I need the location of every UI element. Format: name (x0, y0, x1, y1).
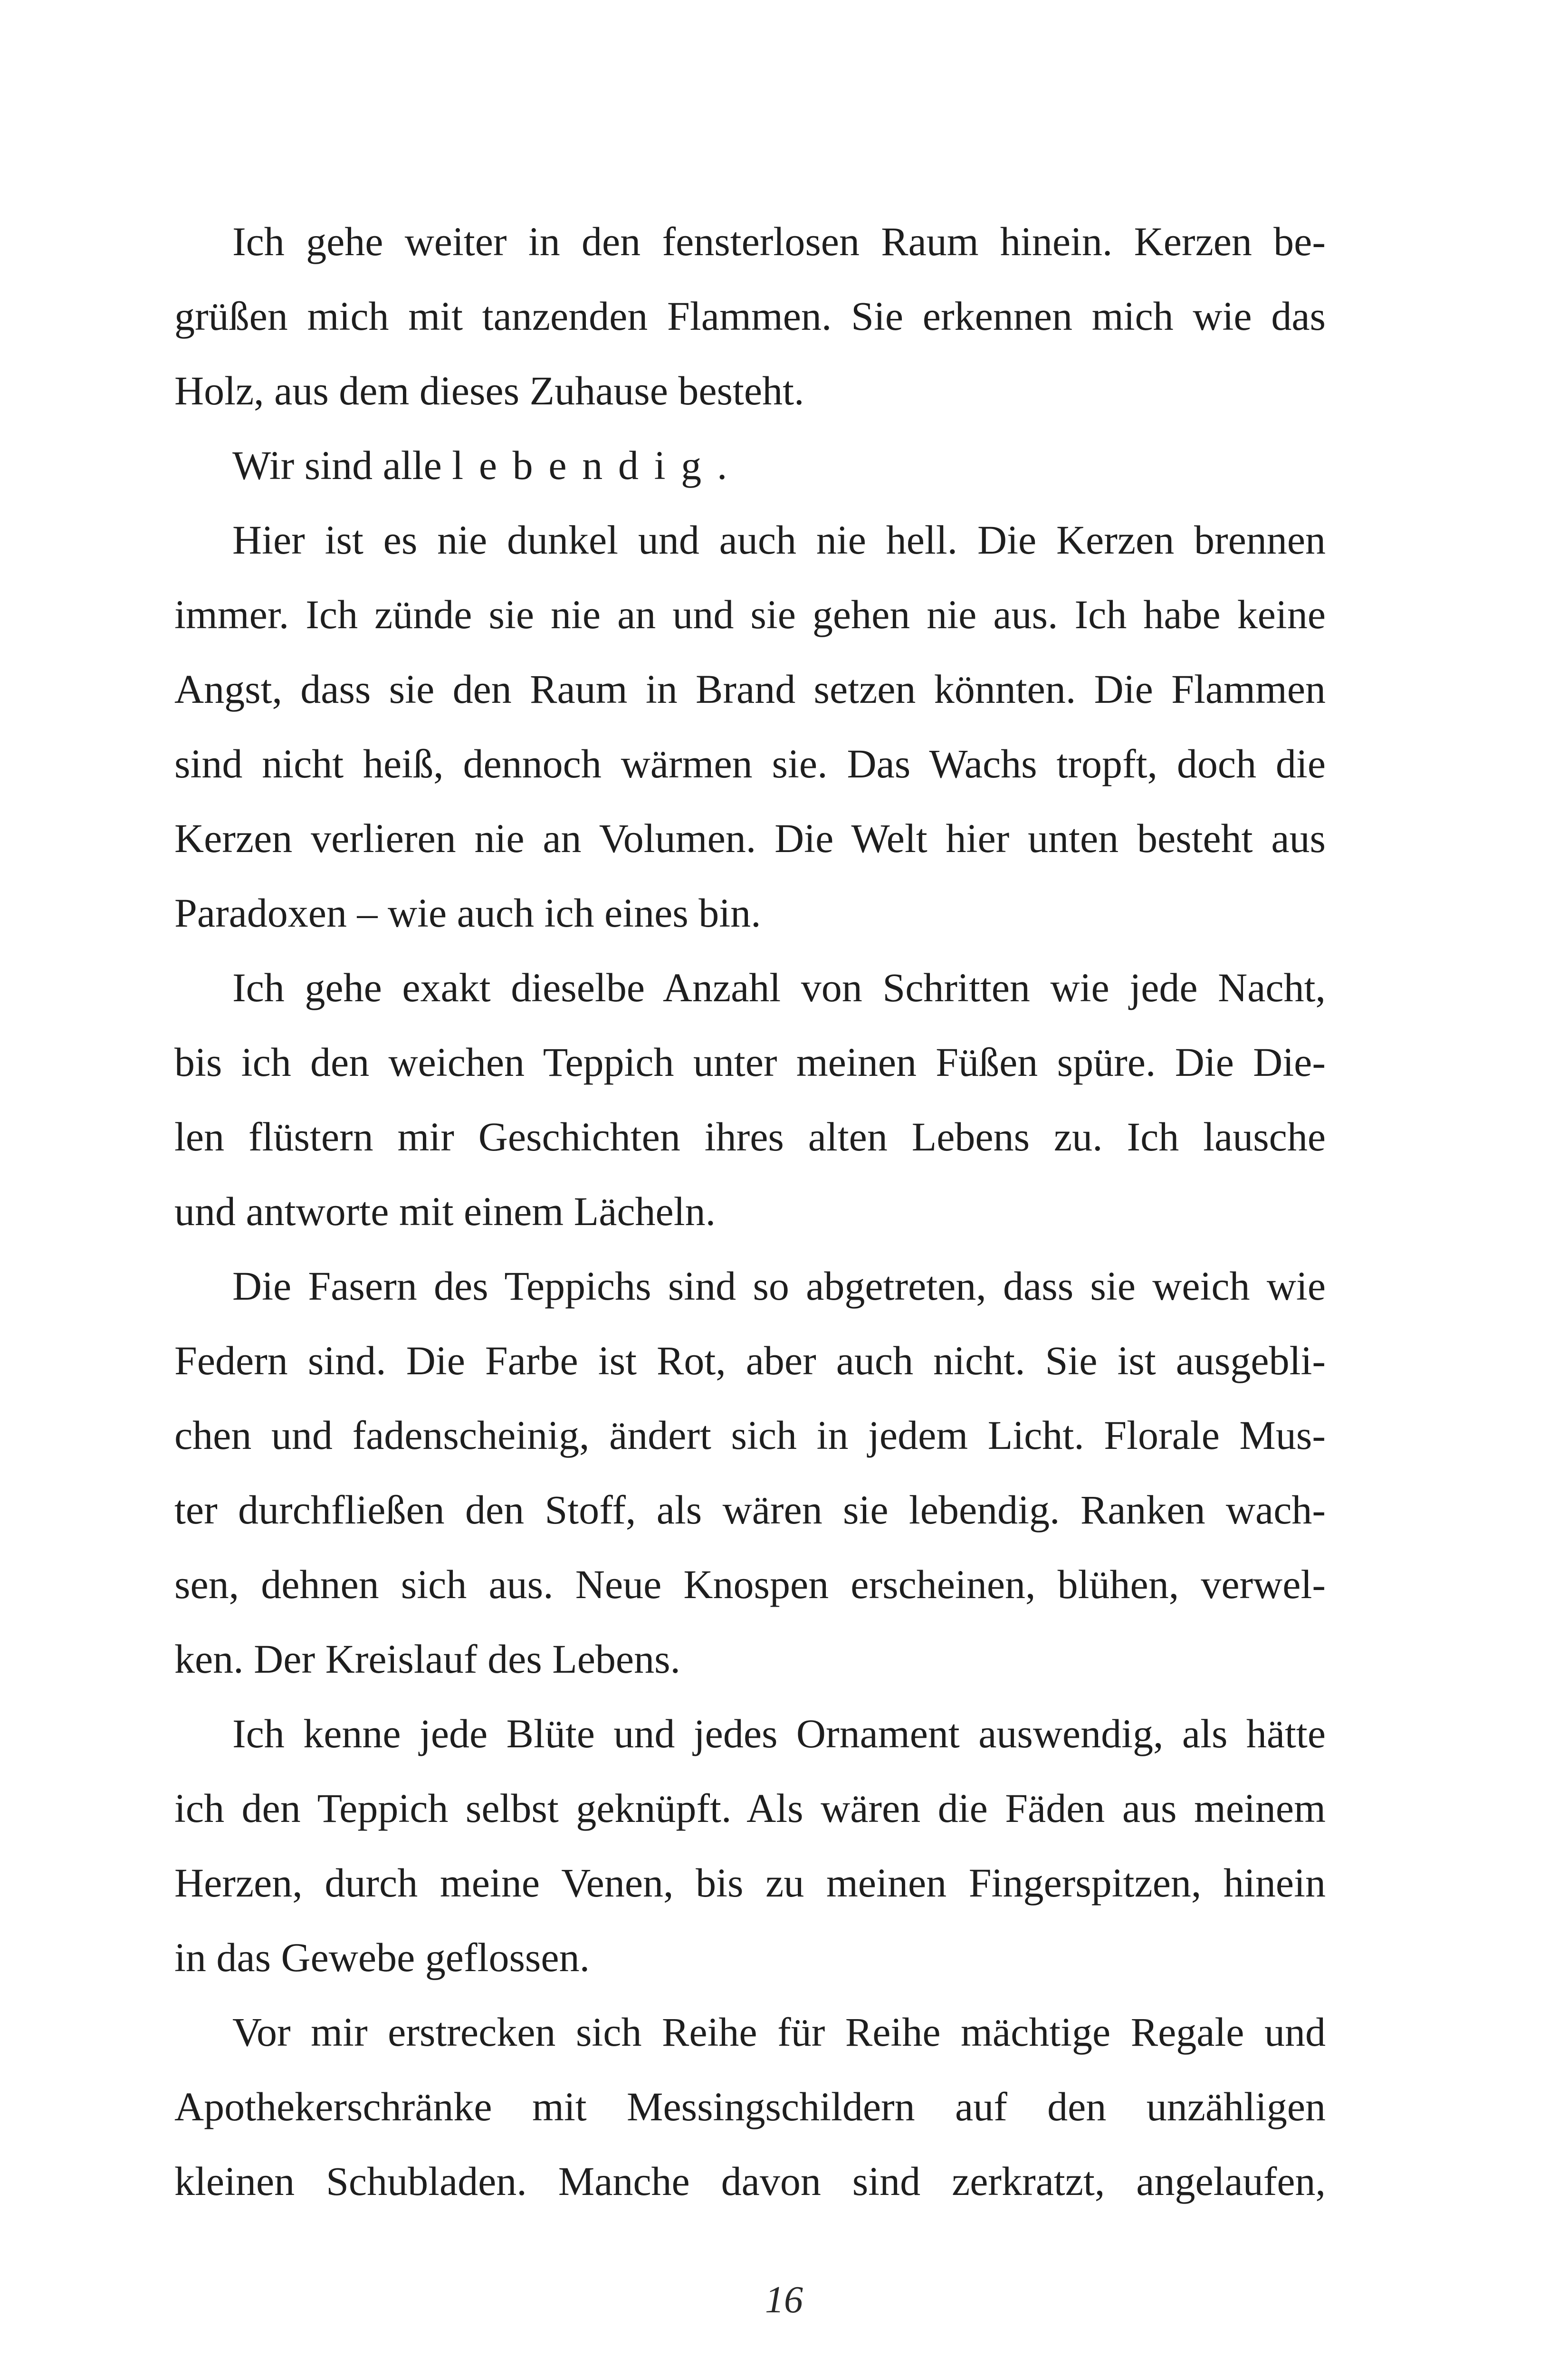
text-line (174, 428, 1326, 503)
page-number: 16 (765, 2279, 803, 2321)
text-fragment: . (717, 442, 727, 488)
text-line: Hier ist es nie dunkel und auch nie hell. Die Kerzen brennen (232, 517, 1326, 563)
text-line: Kerzen verlieren nie an Volumen. Die Welt hier unten besteht aus (174, 815, 1326, 861)
text-line: Apothekerschränke mit Messingschildern auf den unzähligen (174, 2084, 1326, 2129)
text-line: Die Fasern des Teppichs sind so abgetreten, dass sie weich wie (232, 1263, 1326, 1309)
text-line: ken. Der Kreislauf des Lebens. (174, 1636, 681, 1682)
text-line: Federn sind. Die Farbe ist Rot, aber auch nicht. Sie ist ausgebli- (174, 1338, 1326, 1383)
text-line: bis ich den weichen Teppich unter meinen Füßen spüre. Die Die- (174, 1039, 1326, 1085)
text-line: kleinen Schubladen. Manche davon sind zerkratzt, angelaufen, (174, 2158, 1326, 2204)
text-line: Angst, dass sie den Raum in Brand setzen könnten. Die Flammen (174, 666, 1326, 712)
text-line: und antworte mit einem Lächeln. (174, 1188, 716, 1234)
text-line: Ich gehe exakt dieselbe Anzahl von Schritten wie jede Nacht, (232, 965, 1326, 1010)
body-text (174, 204, 1326, 2219)
text-line: Herzen, durch meine Venen, bis zu meinen Fingerspitzen, hinein (174, 1860, 1326, 1906)
letterspaced-word: lebendig (452, 442, 717, 488)
text-line: ter durchfließen den Stoff, als wären sie lebendig. Ranken wach- (174, 1487, 1326, 1533)
text-line: sind nicht heiß, dennoch wärmen sie. Das Wachs tropft, doch die (174, 741, 1326, 786)
text-line: grüßen mich mit tanzenden Flammen. Sie erkennen mich wie das (174, 293, 1326, 339)
text-line: Ich kenne jede Blüte und jedes Ornament auswendig, als hätte (232, 1711, 1326, 1756)
text-line: sen, dehnen sich aus. Neue Knospen erscheinen, blühen, verwel- (174, 1562, 1326, 1607)
text-line: Vor mir erstrecken sich Reihe für Reihe mächtige Regale und (232, 2009, 1326, 2055)
text-line: Ich gehe weiter in den fensterlosen Raum hinein. Kerzen be- (232, 219, 1326, 264)
text-line: len flüstern mir Geschichten ihres alten Lebens zu. Ich lausche (174, 1114, 1326, 1159)
text-line: Holz, aus dem dieses Zuhause besteht. (174, 368, 804, 413)
text-line: chen und fadenscheinig, ändert sich in jedem Licht. Florale Mus- (174, 1412, 1326, 1458)
text-line: immer. Ich zünde sie nie an und sie gehen nie aus. Ich habe keine (174, 592, 1326, 637)
text-line: Paradoxen – wie auch ich eines bin. (174, 890, 761, 936)
text-fragment: Wir sind alle (232, 442, 452, 488)
text-line: ich den Teppich selbst geknüpft. Als wären die Fäden aus meinem (174, 1785, 1326, 1831)
text-line: in das Gewebe geflossen. (174, 1935, 590, 1980)
